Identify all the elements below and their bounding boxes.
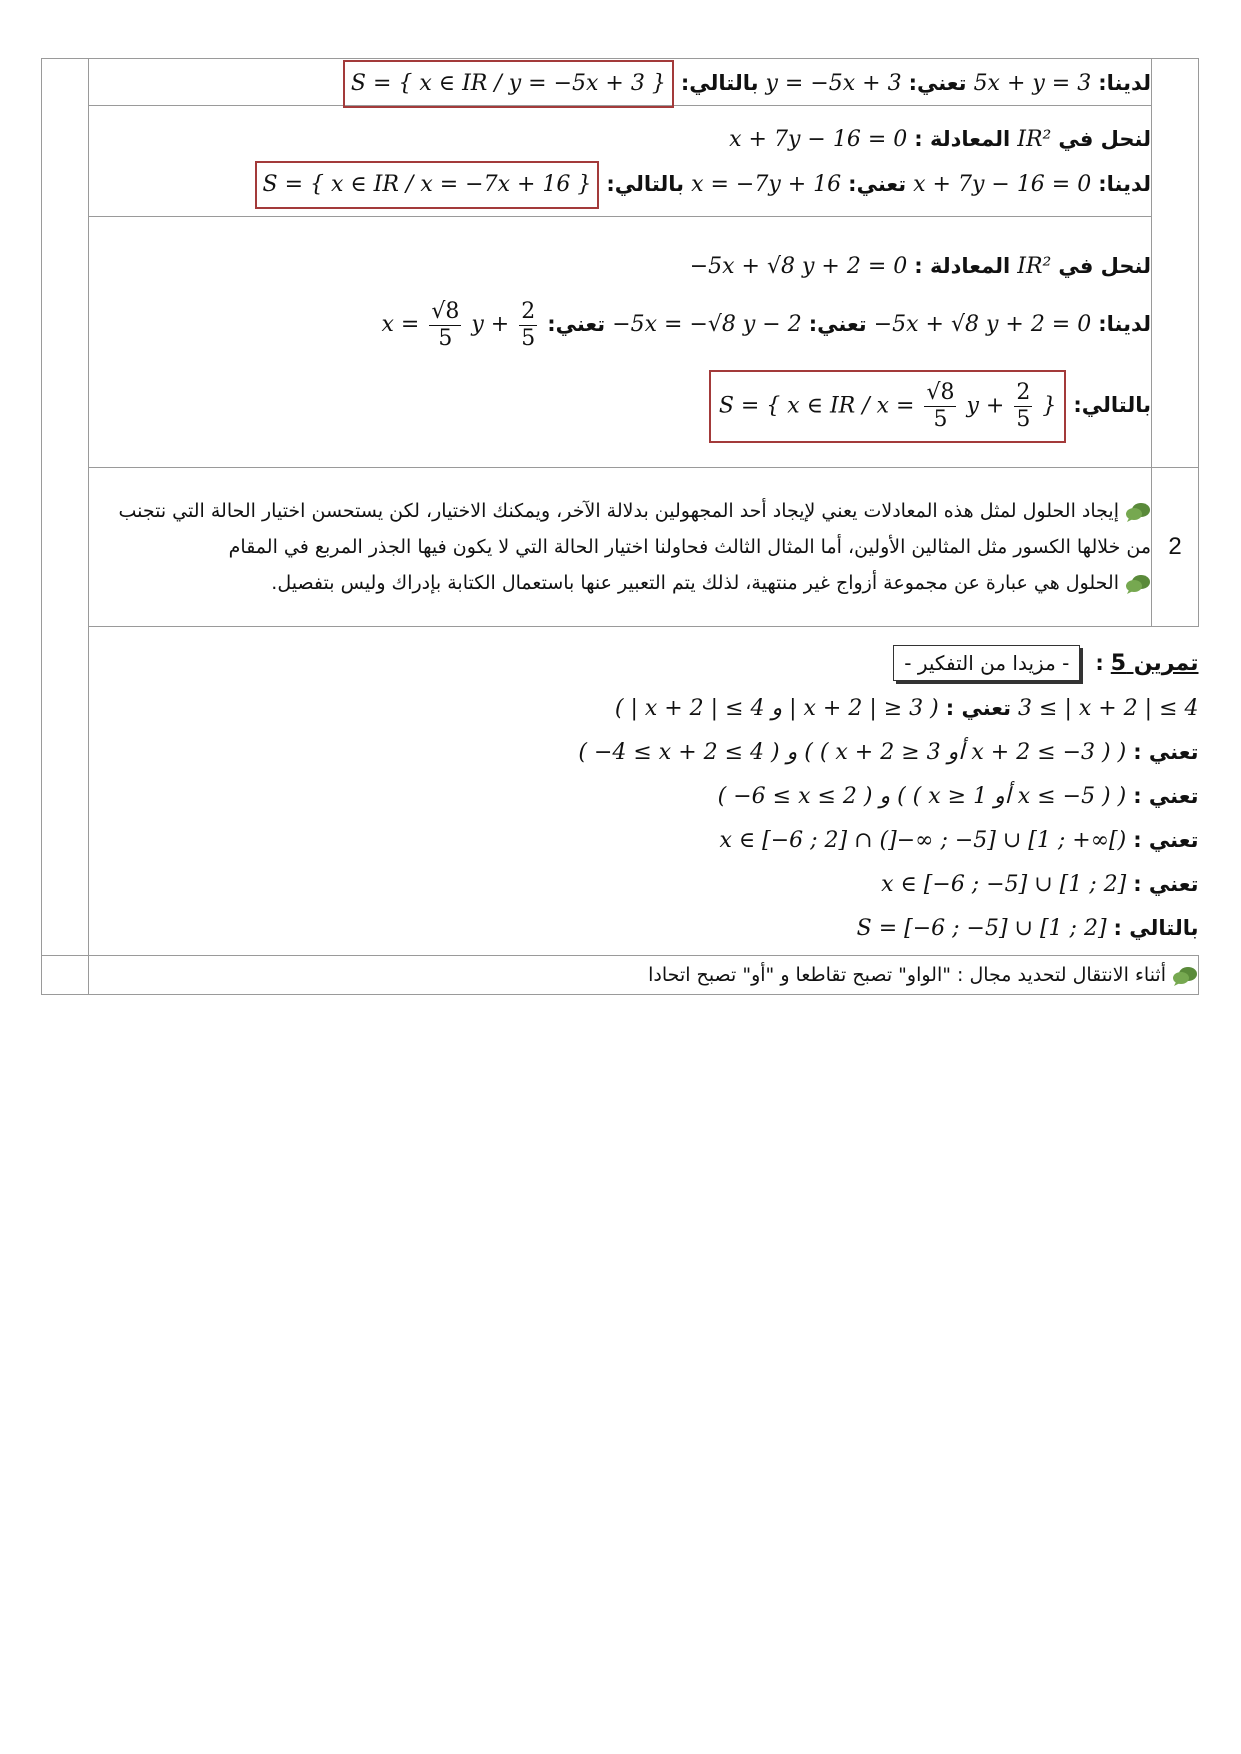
step-line: تعني : x ∈ [−6 ; −5] ∪ [1 ; 2] — [881, 872, 1199, 897]
subtitle-box: - مزيدا من التفكير - — [893, 645, 1080, 681]
means-label: تعني: — [848, 172, 907, 196]
exercise-label: تمرين 5 — [1110, 651, 1199, 676]
set-symbol: IR² — [1017, 127, 1052, 152]
lead-label: لدينا: — [1098, 312, 1151, 336]
solution-set-box: S = { x ∈ IR / x = −7x + 16 } — [255, 161, 600, 209]
equation: x + 7y − 16 = 0 — [729, 127, 908, 152]
therefore-label: بالتالي: — [680, 71, 759, 95]
equation-label: المعادلة : — [914, 254, 1011, 278]
speech-bubble-icon — [1125, 502, 1151, 522]
means-label: تعني: — [908, 71, 967, 95]
speech-bubble-icon — [1172, 966, 1198, 986]
remark-number: 2 — [1152, 468, 1199, 627]
content-table — [41, 58, 1199, 995]
equation: 5x + y = 3 — [973, 71, 1092, 96]
step-line: تعني : ( −4 ≤ x + 2 ≤ 4 ) و ( ( x + 2 ≥ 3 أو x + 2 ≤ −3 ) ) — [578, 740, 1199, 765]
number-column — [1152, 59, 1199, 468]
exercise-5-block — [89, 627, 1199, 956]
fraction-equation: x = $\frac{√8}{5}$ y + $\frac{2}{5}$ — [381, 298, 536, 351]
solve-label: لنحل في — [1058, 127, 1151, 151]
remark-paragraph-1: إيجاد الحلول لمثل هذه المعادلات يعني لإيجاد أحد المجهولين بدلالة الآخر، ويمكنك الاختيار، لكن يستحسن اختيار الحالة التي نتجنب من خلالها الكسور مثل المثالين الأولين، أما المثال الثالث فحاولنا اختيار الحالة التي لا يكون فيها الجذر المربع في المقام — [118, 500, 1151, 558]
step-line: 3 ≤ | x + 2 | ≤ 4 تعني : ( | x + 2 | ≤ 4 و | x + 2 | ≥ 3 ) — [614, 696, 1199, 721]
left-margin-column — [42, 59, 89, 956]
step-line: تعني : x ∈ [−6 ; 2] ∩ (]−∞ ; −5] ∪ [1 ; +∞[) — [719, 828, 1199, 853]
equation: x + 7y − 16 = 0 — [913, 172, 1092, 197]
lead-label: لدينا: — [1098, 172, 1151, 196]
equation: x = −7y + 16 — [691, 172, 842, 197]
footnote-text: أثناء الانتقال لتحديد مجال : "الواو" تصبح تقاطعا و "أو" تصبح اتحادا — [648, 964, 1166, 986]
step-line: بالتالي : S = [−6 ; −5] ∪ [1 ; 2] — [856, 916, 1199, 941]
solution-row-2 — [89, 106, 1152, 217]
means-label: تعني: — [808, 312, 867, 336]
equation: −5x = −√8 y − 2 — [612, 312, 802, 337]
speech-bubble-icon — [1125, 574, 1151, 594]
exercise-title: تمرين 5 : - مزيدا من التفكير - — [89, 640, 1199, 686]
equation: −5x + √8 y + 2 = 0 — [689, 254, 908, 279]
solution-set-box: S = { x ∈ IR / y = −5x + 3 } — [343, 60, 674, 108]
set-symbol: IR² — [1017, 254, 1052, 279]
lead-label: لدينا: — [1098, 71, 1151, 95]
solve-label: لنحل في — [1058, 254, 1151, 278]
footnote-row — [89, 956, 1199, 995]
solution-set-box: S = { x ∈ IR / x = $\frac{√8}{5}$ y + $\frac{2}{5}$ } — [709, 370, 1067, 443]
solution-row-1 — [89, 59, 1152, 106]
remark-paragraph-2: الحلول هي عبارة عن مجموعة أزواج غير منتهية، لذلك يتم التعبير عنها باستعمال الكتابة بإدراك وليس بتفصيل. — [89, 565, 1151, 601]
left-margin-column — [42, 956, 89, 995]
therefore-label: بالتالي: — [606, 172, 685, 196]
equation-label: المعادلة : — [914, 127, 1011, 151]
step-line: تعني : ( −6 ≤ x ≤ 2 ) و ( ( x ≥ 1 أو x ≤ −5 ) ) — [717, 784, 1199, 809]
equation: −5x + √8 y + 2 = 0 — [873, 312, 1092, 337]
remark-row — [89, 468, 1152, 627]
therefore-label: بالتالي: — [1073, 393, 1151, 417]
equation: y = −5x + 3 — [765, 71, 902, 96]
means-label: تعني: — [547, 312, 606, 336]
solution-row-3 — [89, 217, 1152, 468]
